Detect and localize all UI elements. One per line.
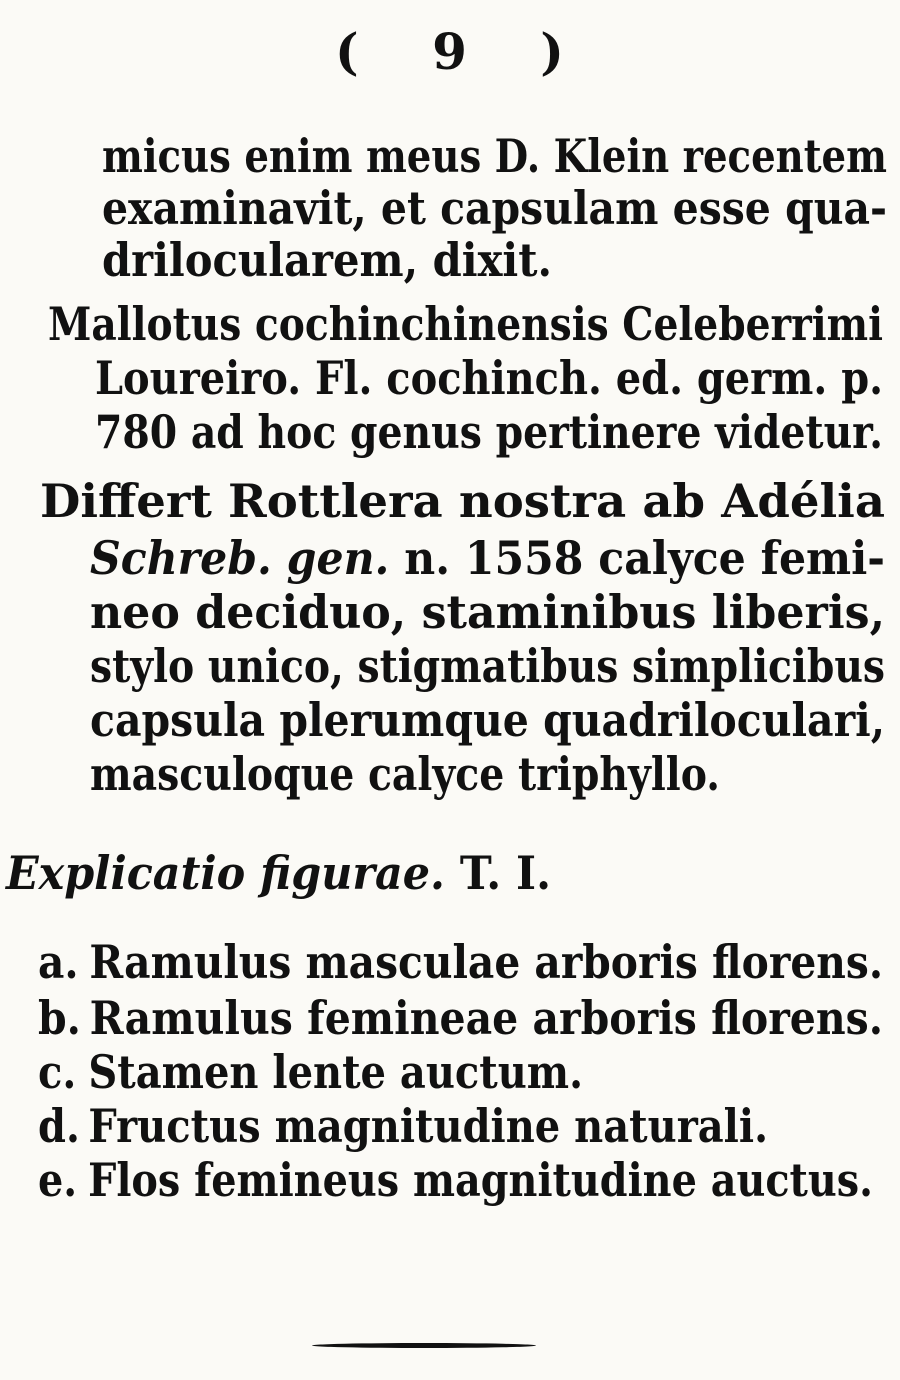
figure-item-text: Ramulus femineae arboris florens. xyxy=(89,991,883,1045)
paragraph1-line1: micus enim meus D. Klein recentem xyxy=(102,129,887,183)
paragraph3-line4: stylo unico, stigmatibus simplicibus xyxy=(90,639,885,693)
heading-italic: Explicatio figurae. xyxy=(6,846,445,900)
paragraph3-line2 xyxy=(90,531,885,585)
figure-item-text: Stamen lente auctum. xyxy=(88,1045,583,1099)
figure-item-e xyxy=(38,1153,873,1207)
paragraph3-line6: masculoque calyce triphyllo. xyxy=(90,747,720,801)
paragraph1-line3: drilocularem, dixit. xyxy=(102,233,552,287)
citation-italic: Schreb. gen. xyxy=(90,531,390,585)
figure-item-text: Fructus magnitudine naturali. xyxy=(88,1099,769,1153)
figure-item-b xyxy=(38,991,883,1045)
figure-item-c xyxy=(38,1045,583,1099)
figure-item-label: d. xyxy=(38,1099,80,1153)
figure-item-label: c. xyxy=(38,1045,77,1099)
heading-plate: T. I. xyxy=(444,846,551,900)
figure-item-label: e. xyxy=(38,1153,78,1207)
section-heading xyxy=(6,846,551,900)
paragraph2-line1: Mallotus cochinchinensis Celeberrimi xyxy=(48,297,883,351)
paragraph2-line2: Loureiro. Fl. cochinch. ed. germ. p. xyxy=(95,351,883,405)
page-number: ( 9 ) xyxy=(335,22,592,81)
figure-item-label: a. xyxy=(38,935,79,989)
figure-item-text: Ramulus masculae arboris florens. xyxy=(89,935,883,989)
paragraph1-line2: examinavit, et capsulam esse qua- xyxy=(102,181,887,235)
paragraph2-line3: 780 ad hoc genus pertinere videtur. xyxy=(95,405,883,459)
citation-rest: n. 1558 calyce femi- xyxy=(389,531,885,585)
figure-item-label: b. xyxy=(38,991,81,1045)
figure-item-a xyxy=(38,935,883,989)
end-ornament-rule xyxy=(312,1343,536,1348)
figure-item-d xyxy=(38,1099,768,1153)
figure-item-text: Flos femineus magnitudine auctus. xyxy=(88,1153,874,1207)
paragraph3-line3: neo deciduo, staminibus liberis, xyxy=(90,585,885,639)
paragraph3-line1: Differt Rottlera nostra ab Adélia xyxy=(40,474,885,528)
paragraph3-line5: capsula plerumque quadriloculari, xyxy=(90,693,885,747)
